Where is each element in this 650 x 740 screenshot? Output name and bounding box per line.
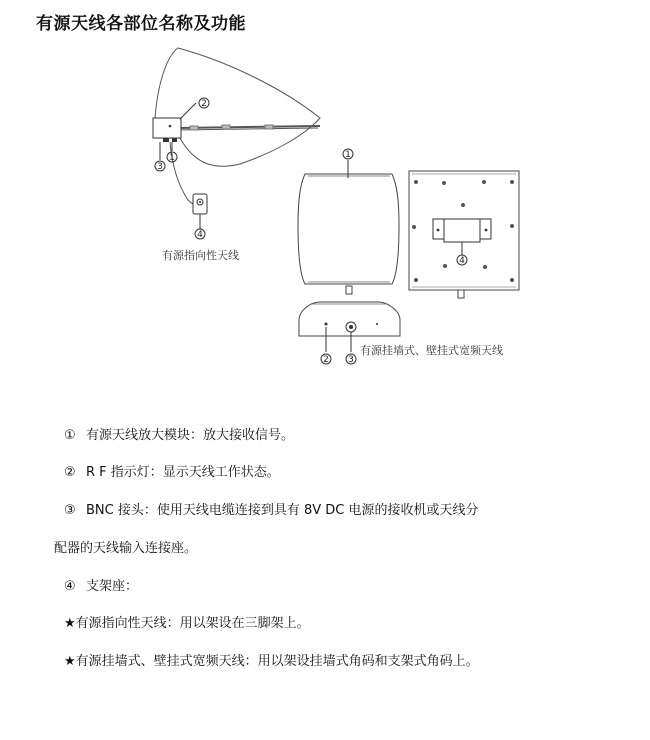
callout-4-directional: 4 [197, 230, 203, 240]
item-text: 有源挂墙式、壁挂式宽频天线：用以架设挂墙式角码和支架式角码上。 [75, 654, 479, 669]
item-text: R F 指示灯：显示天线工作状态。 [86, 465, 280, 480]
callout-1-directional: 1 [169, 153, 175, 163]
item-text: 有源指向性天线：用以架设在三脚架上。 [75, 616, 310, 631]
item-text: 配器的天线输入连接座。 [54, 541, 198, 556]
item-rf-indicator [64, 461, 280, 480]
item-text: BNC 接头：使用天线电缆连接到具有 8V DC 电源的接收机或天线分 [86, 503, 479, 518]
item-marker: ② [64, 465, 76, 480]
item-bracket-base [64, 575, 138, 594]
directional-antenna-caption: 有源指向性天线 [162, 249, 239, 262]
star-marker: ★ [64, 616, 76, 631]
item-marker: ④ [64, 579, 76, 594]
callout-3-directional: 3 [157, 162, 163, 172]
callout-1-wall: 1 [345, 150, 351, 160]
item-wall-mount [64, 650, 479, 669]
item-text: 有源天线放大模块：放大接收信号。 [86, 428, 295, 443]
item-amplifier-module [64, 424, 294, 443]
item-marker: ③ [64, 503, 76, 518]
item-bnc-connector [64, 499, 479, 518]
item-bnc-connector-continued [54, 537, 197, 556]
wall-mount-antenna-caption: 有源挂墙式、壁挂式宽频天线 [360, 344, 503, 357]
callout-2-directional: 2 [201, 99, 207, 109]
wall-mount-antenna-front [298, 149, 400, 364]
star-marker: ★ [64, 654, 76, 669]
item-marker: ① [64, 428, 76, 443]
page-title: 有源天线各部位名称及功能 [36, 14, 246, 34]
directional-antenna [153, 48, 320, 239]
item-text: 支架座： [86, 579, 139, 594]
callout-3-wall: 3 [348, 355, 354, 365]
callout-2-wall: 2 [323, 355, 329, 365]
wall-mount-antenna-back [409, 171, 519, 298]
callout-4-wall: 4 [459, 256, 465, 266]
item-directional-mount [64, 612, 310, 631]
